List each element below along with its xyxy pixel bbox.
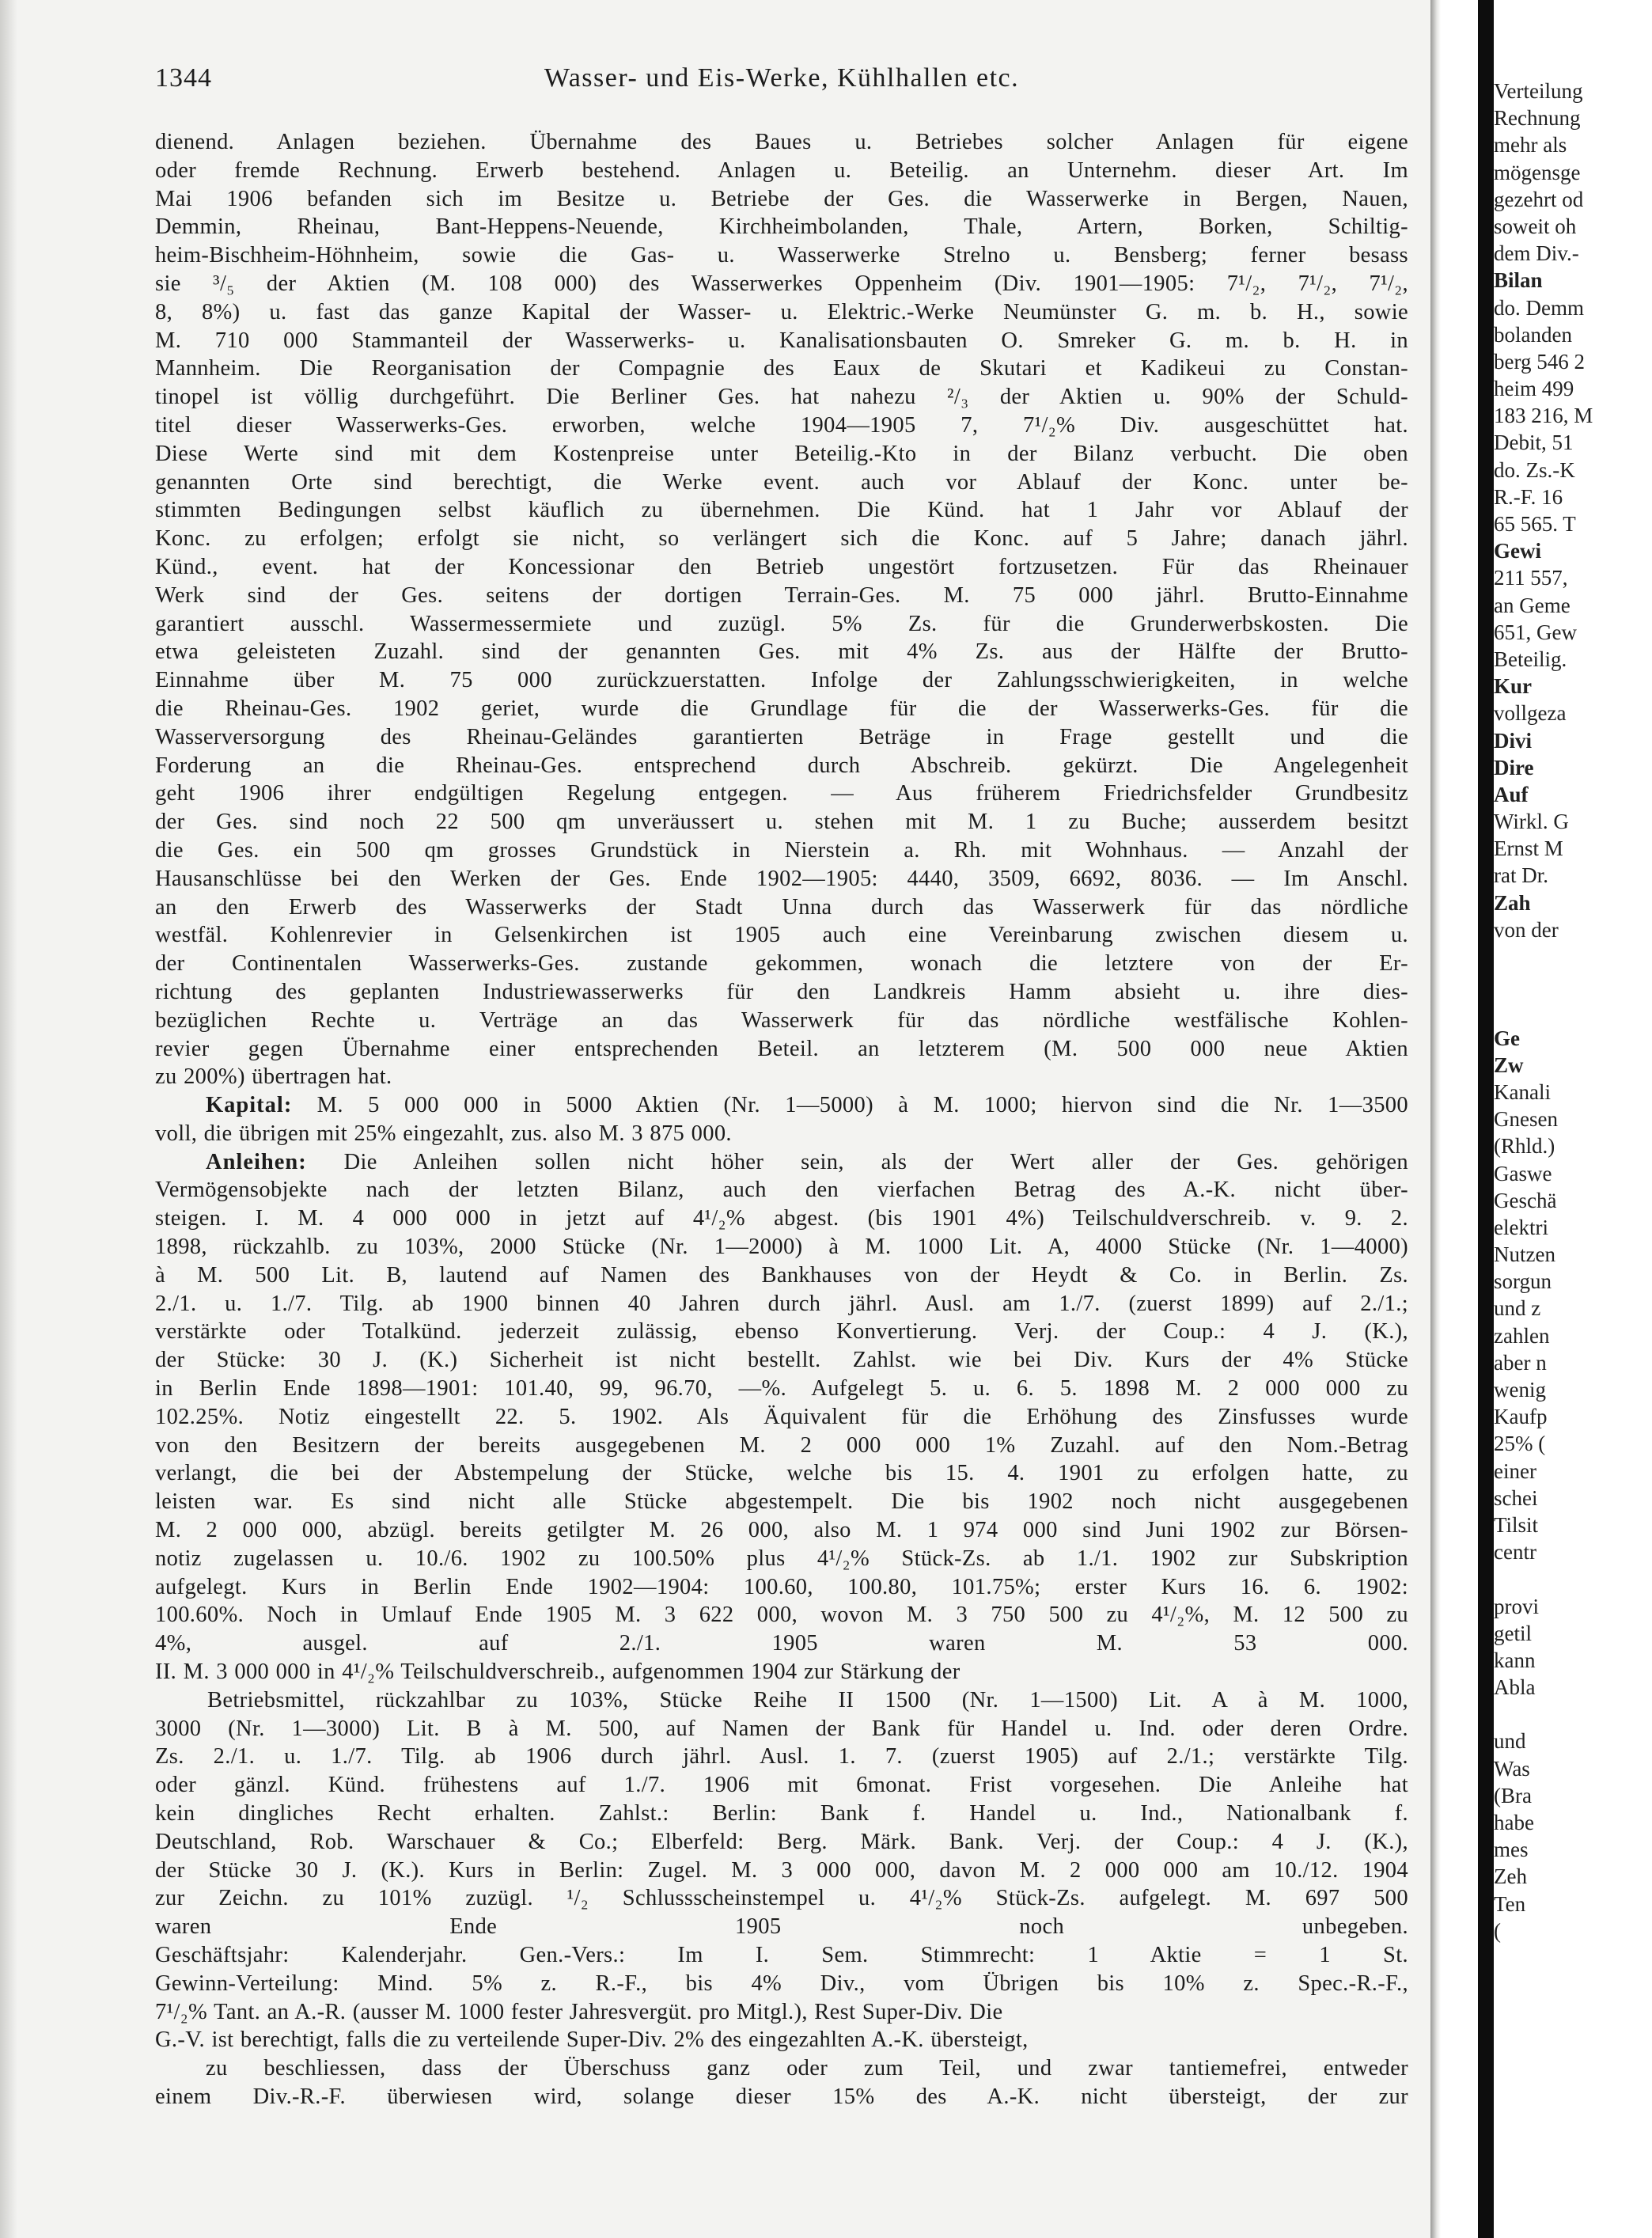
adjacent-line: 183 216, M xyxy=(1494,404,1593,428)
page-number: 1344 xyxy=(155,63,212,93)
adjacent-line xyxy=(1494,1971,1652,1998)
adjacent-line: zahlen xyxy=(1494,1323,1550,1348)
section-label: Kapital: xyxy=(206,1093,293,1118)
text-line: Forderung an die Rheinau-Ges. entsprechend durch Abschreib. gekürzt. Die Angelegenheit xyxy=(155,753,1408,778)
running-title: Wasser- und Eis-Werke, Kühlhallen etc. xyxy=(544,63,1020,93)
adjacent-line: Rechnung xyxy=(1494,106,1581,131)
adjacent-page xyxy=(1448,0,1593,2238)
adjacent-line xyxy=(1494,1701,1652,1728)
text-line: 102.25%. Notiz eingestellt 22. 5. 1902. Als Äquivalent für die Erhöhung des Zinsfusses wurde xyxy=(155,1404,1408,1429)
text-line: leisten war. Es sind nicht alle Stücke abgestempelt. Die bis 1902 noch nicht ausgegebenen xyxy=(155,1489,1408,1515)
adjacent-line: Ten xyxy=(1494,1891,1526,1916)
adjacent-line: Was xyxy=(1494,1756,1530,1781)
adjacent-line: getil xyxy=(1494,1621,1532,1645)
adjacent-line: Kaufp xyxy=(1494,1405,1548,1429)
text-line: Vermögensobjekte nach der letzten Bilanz, auch den vierfachen Betrag des A.-K. nicht über- xyxy=(155,1178,1408,1203)
adjacent-line: von der xyxy=(1494,917,1559,942)
text-line: 8, 8%) u. fast das ganze Kapital der Wasser- u. Elektric.-Werke Neumünster G. m. b. H., sowie xyxy=(155,299,1408,324)
adjacent-line: habe xyxy=(1494,1811,1534,1834)
text-line: zu 200%) übertragen hat. xyxy=(155,1064,392,1090)
adjacent-line: 65 565. T xyxy=(1494,512,1576,536)
adjacent-line: mes xyxy=(1494,1838,1529,1862)
adjacent-line xyxy=(1494,2026,1652,2053)
text-line: steigen. I. M. 4 000 000 in jetzt auf 4¹/₂% abgest. (bis 1901 4%) Teilschuldverschreib. v. 9. 2. xyxy=(155,1206,1408,1231)
text-line: à M. 500 Lit. B, lautend auf Namen des Bankhauses von der Heydt & Co. in Berlin. Zs. xyxy=(155,1262,1408,1288)
adjacent-line: aber n xyxy=(1494,1350,1547,1375)
text-line: sie ³/₅ der Aktien (M. 108 000) des Wasserwerkes Oppenheim (Div. 1901—1905: 7¹/₂, 7¹/₂, 7¹/₂, xyxy=(155,271,1408,296)
adjacent-line xyxy=(1494,970,1652,997)
text-line: Einnahme über M. 75 000 zurückzuerstatten. Infolge der Zahlungsschwierigkeiten, in welche xyxy=(155,668,1408,693)
adjacent-page-column xyxy=(1494,78,1652,2080)
text-line: aufgelegt. Kurs in Berlin Ende 1902—1904: 100.60, 100.80, 101.75%; erster Kurs 16. 6. 1902: xyxy=(155,1574,1408,1599)
adjacent-line: kann xyxy=(1494,1648,1536,1672)
text-line: die Ges. ein 500 qm grosses Grundstück in Nierstein a. Rh. mit Wohnhaus. — Anzahl der xyxy=(155,837,1408,863)
text-line: kein dingliches Recht erhalten. Zahlst.: Berlin: Bank f. Handel u. Ind., Nationalbank f. xyxy=(155,1801,1408,1826)
text-line: oder gänzl. Künd. frühestens auf 1./7. 1906 mit 6monat. Frist vorgesehen. Die Anleihe hat xyxy=(155,1773,1408,1798)
text-line: titel dieser Wasserwerks-Ges. erworben, welche 1904—1905 7, 7¹/₂% Div. ausgeschüttet hat. xyxy=(155,412,1408,438)
adjacent-line: Gnesen xyxy=(1494,1107,1558,1132)
text-line: dienend. Anlagen beziehen. Übernahme des Baues u. Betriebes solcher Anlagen für eigene xyxy=(155,130,1408,154)
adjacent-line: Wirkl. G xyxy=(1494,810,1569,834)
adjacent-line: Zah xyxy=(1494,890,1531,915)
text-line: Deutschland, Rob. Warschauer & Co.; Elberfeld: Berg. Märk. Bank. Verj. der Coup.: 4 J. (K.), xyxy=(155,1829,1408,1854)
adjacent-line: Verteilung xyxy=(1494,79,1583,103)
adjacent-line: dem Div.- xyxy=(1494,241,1579,266)
adjacent-line: Abla xyxy=(1494,1675,1536,1700)
text-line: bezüglichen Rechte u. Verträge an das Wasserwerk für das nördliche westfälische Kohlen- xyxy=(155,1007,1408,1033)
text-line: die Rheinau-Ges. 1902 geriet, wurde die Grundlage für die der Wasserwerks-Ges. für die xyxy=(155,696,1408,721)
text-line: Künd., event. hat der Koncessionar den Betrieb ungestört fortzusetzen. Für das Rheinauer xyxy=(155,554,1408,579)
adjacent-line: Zw xyxy=(1494,1053,1524,1077)
text-line: Werk sind der Ges. seitens der dortigen Terrain-Ges. M. 75 000 jährl. Brutto-Einnahme xyxy=(155,582,1408,608)
text-line: M. 710 000 Stammanteil der Wasserwerks- u. Kanalisationsbauten O. Smreker G. m. b. H. in xyxy=(155,328,1408,353)
adjacent-line: do. Demm xyxy=(1494,295,1584,320)
adjacent-line: vollgeza xyxy=(1494,701,1567,726)
adjacent-line: Beteilig. xyxy=(1494,647,1567,671)
text-line: Wasserversorgung des Rheinau-Geländes garantierten Beträge in Frage gestellt und die xyxy=(155,724,1408,749)
text-line: voll, die übrigen mit 25% eingezahlt, zus. also M. 3 875 000. xyxy=(155,1121,732,1146)
text-line: in Berlin Ende 1898—1901: 101.40, 99, 96.70, —%. Aufgelegt 5. u. 6. 5. 1898 M. 2 000 000 zu xyxy=(155,1376,1408,1402)
page-gutter-shadow xyxy=(1430,0,1449,2238)
text-line: G.-V. ist berechtigt, falls die zu verteilende Super-Div. 2% des eingezahlten A.-K. übersteigt, xyxy=(155,2027,1029,2053)
text-line: zur Zeichn. zu 101% zuzügl. ¹/₂ Schlussscheinstempel u. 4¹/₂% Stück-Zs. aufgelegt. M. 697 500 xyxy=(155,1886,1408,1911)
text-line: Gewinn-Verteilung: Mind. 5% z. R.-F., bis 4% Div., vom Übrigen bis 10% z. Spec.-R.-F., xyxy=(155,1971,1408,1996)
adjacent-line xyxy=(1494,2053,1652,2080)
adjacent-line: do. Zs.-K xyxy=(1494,457,1575,482)
text-line: Diese Werte sind mit dem Kostenpreise unter Beteilig.-Kto in der Bilanz verbucht. Die oben xyxy=(155,441,1408,466)
adjacent-line: Ernst M xyxy=(1494,836,1563,861)
text-line: von den Besitzern der bereits ausgegebenen M. 2 000 000 1% Zuzahl. auf den Nom.-Betrag xyxy=(155,1432,1408,1458)
adjacent-line: an Geme xyxy=(1494,593,1571,617)
adjacent-line: berg 546 2 xyxy=(1494,349,1585,374)
adjacent-line: Gewi xyxy=(1494,539,1541,563)
adjacent-line xyxy=(1494,943,1652,970)
text-line: verstärkte oder Totalkünd. jederzeit zulässig, ebenso Konvertierung. Verj. der Coup.: 4 J. (K.), xyxy=(155,1319,1408,1345)
adjacent-line xyxy=(1494,997,1652,1024)
text-line: 3000 (Nr. 1—3000) Lit. B à M. 500, auf Namen der Bank für Handel u. Ind. oder deren Ordre. xyxy=(155,1716,1408,1741)
text-line: M. 2 000 000, abzügl. bereits getilgter M. 26 000, also M. 1 974 000 sind Juni 1902 zur Börsen- xyxy=(155,1518,1408,1543)
text-line: an den Erwerb des Wasserwerks der Stadt Unna durch das Wasserwerk für das nördliche xyxy=(155,894,1408,920)
text-line: Demmin, Rheinau, Bant-Heppens-Neuende, Kirchheimbolanden, Thale, Artern, Borken, Schiltig- xyxy=(155,214,1408,240)
adjacent-line: soweit oh xyxy=(1494,214,1577,238)
text-line: Betriebsmittel, rückzahlbar zu 103%, Stücke Reihe II 1500 (Nr. 1—1500) Lit. A à M. 1000, xyxy=(207,1687,1408,1713)
text-line: Hausanschlüsse bei den Werken der Ges. Ende 1902—1905: 4440, 3509, 6692, 8036. — Im Anschl. xyxy=(155,866,1408,891)
text-line: 4%, ausgel. auf 2./1. 1905 waren M. 53 000. xyxy=(155,1631,1408,1656)
text-line: der Stücke: 30 J. (K.) Sicherheit ist nicht bestellt. Zahlst. wie bei Div. Kurs der 4% Stücke xyxy=(155,1348,1408,1373)
adjacent-line: 651, Gew xyxy=(1494,620,1577,644)
text-line: stimmten Bedingungen selbst käuflich zu übernehmen. Die Künd. hat 1 Jahr vor Ablauf der xyxy=(155,498,1408,523)
adjacent-line: elektri xyxy=(1494,1215,1548,1239)
text-line: 7¹/₂% Tant. an A.-R. (ausser M. 1000 fester Jahresvergüt. pro Mitgl.), Rest Super-Div. Die xyxy=(155,1999,1003,2024)
text-line: 1898, rückzahlb. zu 103%, 2000 Stücke (Nr. 1—2000) à M. 1000 Lit. A, 4000 Stücke (Nr. 1—4000) xyxy=(155,1235,1408,1260)
adjacent-line: und xyxy=(1494,1729,1526,1754)
adjacent-line: Bilan xyxy=(1494,268,1543,293)
adjacent-line: mehr als xyxy=(1494,133,1567,157)
adjacent-line: Kur xyxy=(1494,674,1533,699)
text-line: Anleihen: Die Anleihen sollen nicht höher sein, als der Wert aller der Ges. gehörigen xyxy=(206,1149,1408,1174)
adjacent-line: einer xyxy=(1494,1458,1536,1483)
adjacent-line xyxy=(1494,1998,1652,2025)
adjacent-line: und z xyxy=(1494,1296,1541,1321)
adjacent-line: Ge xyxy=(1494,1026,1520,1050)
text-line: Kapital: M. 5 000 000 in 5000 Aktien (Nr. 1—5000) à M. 1000; hiervon sind die Nr. 1—3500 xyxy=(206,1093,1408,1118)
text-line: tinopel ist völlig durchgeführt. Die Berliner Ges. hat nahezu ²/₃ der Aktien u. 90% der Schuld- xyxy=(155,385,1408,410)
adjacent-line: rat Dr. xyxy=(1494,863,1548,888)
adjacent-page-edge xyxy=(1448,0,1478,2238)
text-line: Geschäftsjahr: Kalenderjahr. Gen.-Vers.: Im I. Sem. Stimmrecht: 1 Aktie = 1 St. xyxy=(155,1943,1408,1967)
text-line: Mai 1906 befanden sich im Besitze u. Betriebe der Ges. die Wasserwerke in Bergen, Nauen, xyxy=(155,186,1408,211)
adjacent-line: gezehrt od xyxy=(1494,187,1584,211)
adjacent-line: Nutzen xyxy=(1494,1242,1555,1267)
adjacent-line xyxy=(1494,1565,1652,1592)
text-line: der Stücke 30 J. (K.). Kurs in Berlin: Zugel. M. 3 000 000, davon M. 2 000 000 am 10./12. 1904 xyxy=(155,1857,1408,1883)
adjacent-line xyxy=(1494,1944,1652,1971)
adjacent-line: (Rhld.) xyxy=(1494,1134,1555,1159)
text-line: Zs. 2./1. u. 1./7. Tilg. ab 1906 durch jährl. Ausl. 1. 7. (zuerst 1905) auf 2./1.; verstärkte Tilg. xyxy=(155,1744,1408,1770)
text-line: II. M. 3 000 000 in 4¹/₂% Teilschuldverschreib., aufgenommen 1904 zur Stärkung der xyxy=(155,1660,961,1685)
adjacent-line: ( xyxy=(1494,1918,1501,1943)
adjacent-line: (Bra xyxy=(1494,1783,1532,1807)
text-line: garantiert ausschl. Wassermessermiete und zuzügl. 5% Zs. für die Grunderwerbskosten. Die xyxy=(155,611,1408,636)
page-header xyxy=(155,63,1408,98)
adjacent-line: bolanden xyxy=(1494,322,1572,347)
adjacent-line: sorgun xyxy=(1494,1269,1552,1294)
adjacent-line: Kanali xyxy=(1494,1079,1551,1104)
adjacent-line: Geschä xyxy=(1494,1188,1557,1212)
text-line: 100.60%. Noch in Umlauf Ende 1905 M. 3 622 000, wovon M. 3 750 500 zu 4¹/₂%, M. 12 500 zu xyxy=(155,1603,1408,1628)
book-spine xyxy=(1478,0,1494,2238)
adjacent-line: 25% ( xyxy=(1494,1432,1546,1456)
text-line: richtung des geplanten Industriewasserwerks für den Landkreis Hamm absieht u. ihre dies- xyxy=(155,979,1408,1004)
adjacent-line: Zeh xyxy=(1494,1864,1527,1889)
text-line: 2./1. u. 1./7. Tilg. ab 1900 binnen 40 Jahren durch jährl. Ausl. am 1./7. (zuerst 1899) auf 2./1.; xyxy=(155,1291,1408,1316)
adjacent-line: 211 557, xyxy=(1494,566,1568,590)
text-line: revier gegen Übernahme einer entsprechenden Beteil. an letzterem (M. 500 000 neue Aktien xyxy=(155,1036,1408,1061)
adjacent-line: centr xyxy=(1494,1540,1536,1565)
text-line: verlangt, die bei der Abstempelung der Stücke, welche bis 15. 4. 1901 zu erfolgen hatte, zu xyxy=(155,1461,1408,1486)
text-line: etwa geleisteten Zuzahl. sind der genannten Ges. mit 4% Zs. aus der Hälfte der Brutto- xyxy=(155,639,1408,665)
adjacent-line: heim 499 xyxy=(1494,377,1574,401)
adjacent-line: Dire xyxy=(1494,755,1534,780)
adjacent-line: Divi xyxy=(1494,728,1533,753)
text-line: heim-Bischheim-Höhnheim, sowie die Gas- u. Wasserwerke Strelno u. Bensberg; ferner besass xyxy=(155,243,1408,268)
text-line: Konc. zu erfolgen; erfolgt sie nicht, so verlängert sich die Konc. auf 5 Jahre; danach jährl. xyxy=(155,526,1408,552)
text-line: geht 1906 ihrer endgültigen Regelung entgegen. — Aus früherem Friedrichsfelder Grundbesitz xyxy=(155,781,1408,806)
text-line: westfäl. Kohlenrevier in Gelsenkirchen ist 1905 auch eine Vereinbarung zwischen diesem u. xyxy=(155,923,1408,948)
adjacent-line: Auf xyxy=(1494,782,1529,806)
adjacent-line: Tilsit xyxy=(1494,1512,1539,1537)
text-line: genannten Orte sind berechtigt, die Werke event. auch vor Ablauf der Konc. unter be- xyxy=(155,469,1408,495)
adjacent-line: provi xyxy=(1494,1594,1539,1618)
text-line: Mannheim. Die Reorganisation der Compagnie des Eaux de Skutari et Kadikeui zu Constan- xyxy=(155,356,1408,381)
adjacent-line: Debit, 51 xyxy=(1494,431,1574,455)
text-line: waren Ende 1905 noch unbegeben. xyxy=(155,1914,1408,1940)
text-line: zu beschliessen, dass der Überschuss ganz oder zum Teil, und zwar tantiemefrei, entweder xyxy=(206,2056,1408,2081)
adjacent-line: Gaswe xyxy=(1494,1161,1552,1185)
text-line: der Ges. sind noch 22 500 qm unveräussert u. stehen mit M. 1 zu Buche; ausserdem besitzt xyxy=(155,810,1408,835)
text-line: oder fremde Rechnung. Erwerb bestehend. Anlagen u. Beteilig. an Unternehm. dieser Art. Im xyxy=(155,157,1408,183)
text-line: einem Div.-R.-F. überwiesen wird, solange dieser 15% des A.-K. nicht übersteigt, der zur xyxy=(155,2084,1408,2109)
text-line: notiz zugelassen u. 10./6. 1902 zu 100.50% plus 4¹/₂% Stück-Zs. ab 1./1. 1902 zur Subskription xyxy=(155,1546,1408,1571)
body-text xyxy=(155,128,1408,2111)
adjacent-line: mögensge xyxy=(1494,160,1581,184)
adjacent-line: schei xyxy=(1494,1485,1538,1510)
section-label: Anleihen: xyxy=(206,1149,307,1174)
text-line: der Continentalen Wasserwerks-Ges. zustande gekommen, wonach die letztere von der Er- xyxy=(155,951,1408,977)
adjacent-line: R.-F. 16 xyxy=(1494,484,1563,509)
adjacent-line: wenig xyxy=(1494,1378,1546,1402)
